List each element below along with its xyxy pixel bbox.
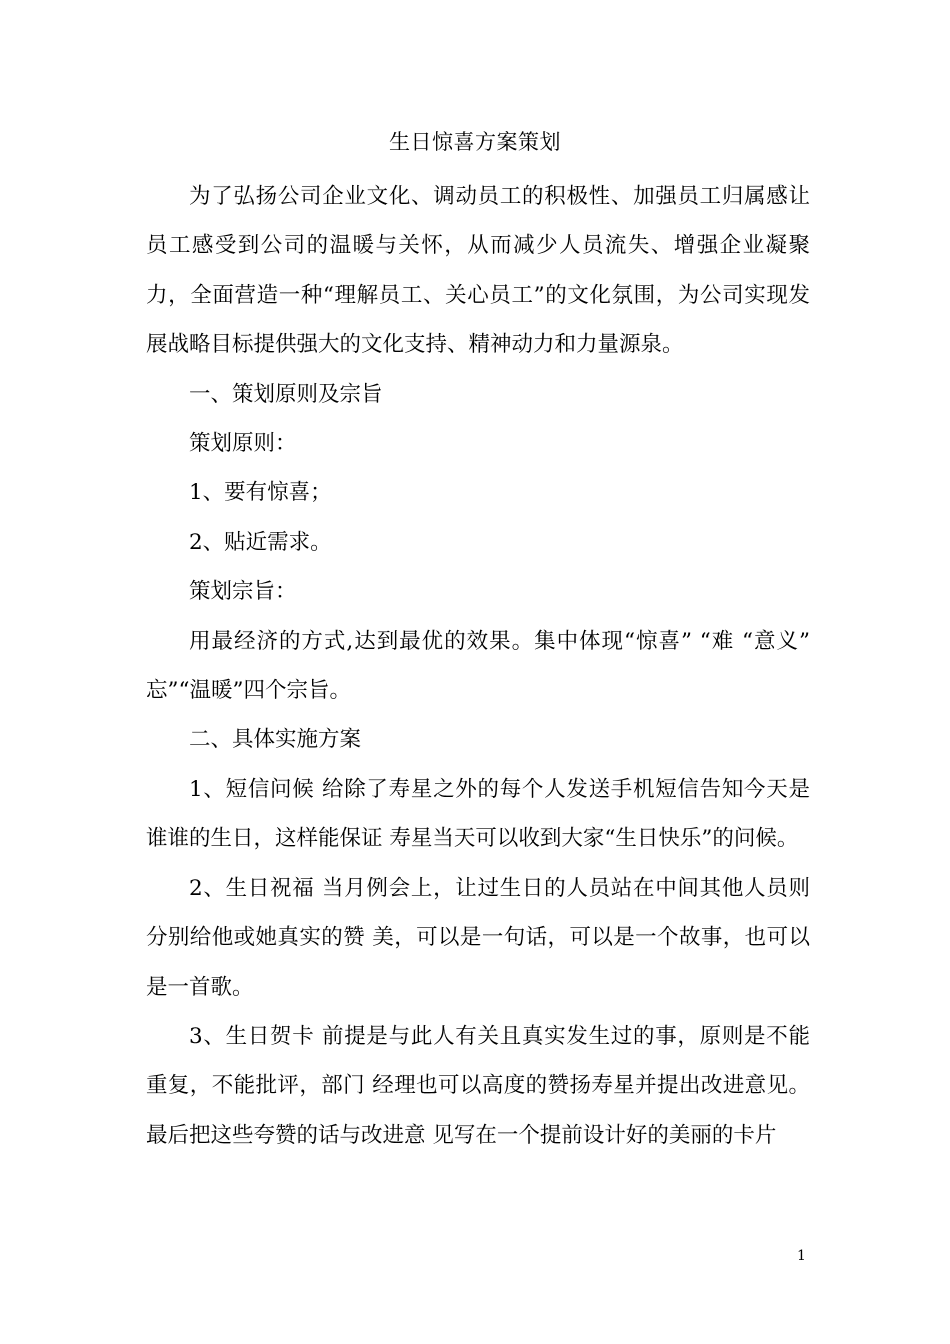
implementation-item-1: 1、短信问候 给除了寿星之外的每个人发送手机短信告知今天是谁谁的生日，这样能保证 寿星当天可以收到大家“生日快乐”的问候。	[146, 776, 810, 852]
section-heading-principles: 一、策划原则及宗旨	[189, 381, 383, 407]
implementation-item-2: 2、生日祝福 当月例会上，让过生日的人员站在中间其他人员则分别给他或她真实的赞 美，可以是一句话，可以是一个故事，也可以是一首歌。	[146, 875, 810, 1000]
implementation-item-3: 3、生日贺卡 前提是与此人有关且真实发生过的事，原则是不能重复，不能批评，部门 经理也可以高度的赞扬寿星并提出改进意见。最后把这些夸赞的话与改进意 见写在一个提前设计好的美丽的卡片	[146, 1023, 810, 1148]
document-title: 生日惊喜方案策划	[389, 130, 561, 154]
subheading-principles: 策划原则：	[189, 431, 297, 457]
purpose-paragraph: 用最经济的方式,达到最优的效果。集中体现“惊喜” “难 “意义” 忘”“温暖”四个宗旨。	[146, 628, 810, 704]
principle-item-2: 2、贴近需求。	[189, 529, 332, 555]
subheading-purpose: 策划宗旨：	[189, 579, 297, 605]
document-body	[146, 172, 810, 1160]
principle-item-1: 1、要有惊喜；	[189, 480, 332, 506]
page-number: 1	[797, 1248, 806, 1264]
intro-paragraph: 为了弘扬公司企业文化、调动员工的积极性、加强员工归属感让员工感受到公司的温暖与关怀，从而减少人员流失、增强企业凝聚力，全面营造一种“理解员工、关心员工”的文化氛围，为公司实现发展战略目标提供强大的文化支持、精神动力和力量源泉。	[146, 184, 810, 358]
section-heading-implementation: 二、具体实施方案	[189, 727, 362, 753]
